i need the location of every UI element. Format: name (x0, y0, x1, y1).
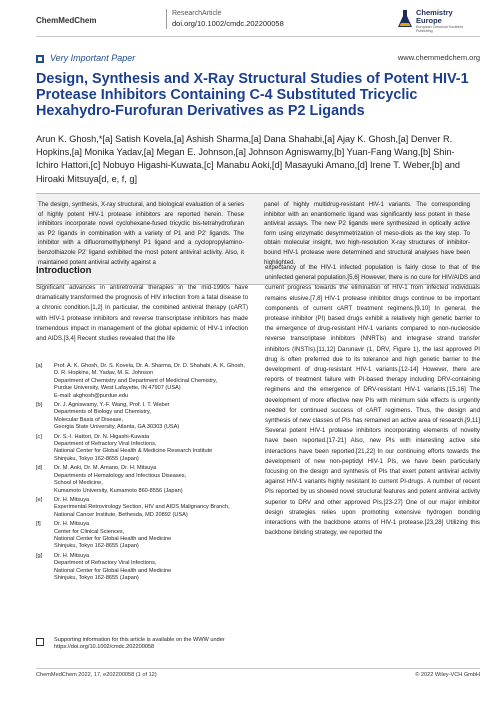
affiliation-text: Dr. M. Aoki, Dr. M. Amano, Dr. H. Mitsuya Departments of Hematology and Infectious Diseases, School of Medicine, Kumamoto University, Kumamoto 860-8556 (Japan) (54, 465, 187, 494)
affiliation-item (36, 521, 248, 551)
affiliation-key: [f] (36, 521, 41, 528)
footer-citation: ChemMedChem 2022, 17, e202200058 (1 of 12) (36, 672, 157, 678)
footer-copyright: © 2022 Wiley-VCH GmbH (415, 672, 480, 678)
vip-badge-icon (36, 55, 44, 63)
affiliation-key: [b] (36, 402, 43, 409)
affiliation-key: [a] (36, 363, 43, 369)
header-separator (166, 9, 167, 29)
author-list: Arun K. Ghosh,*[a] Satish Kovela,[a] Ashish Sharma,[a] Dana Shahabi,[a] Ajay K. Ghosh,[a] Denver R. Hopkins,[a] Monika Yadav,[a] Megan E. Johnson,[a] Johnson Agniswamy,[b] Yuan-Fang Wang,[b] Shin-Ichiro Hattori,[c] Nobuyo Higashi-Kuwata,[c] Manabu Aoki,[d] Masayuki Amano,[d] Irene T. Weber,[b] and Hiroaki Mitsuya[d, e, f, g] (36, 134, 461, 184)
logo-tagline: European Chemical Societies Publishing (416, 25, 464, 33)
affiliation-key: [e] (36, 496, 43, 503)
affiliation-item (36, 402, 248, 432)
affiliation-item (36, 465, 248, 495)
footer-rule (36, 668, 480, 669)
logo-line2: Europe (416, 16, 442, 25)
affiliation-key: [d] (36, 465, 43, 472)
affiliation-text: Dr. H. Mitsuya Department of Refractory Viral Infections, National Center for Global Health and Medicine Shinjuku, Tokyo 162-8655 (Japan) (54, 552, 172, 581)
flask-icon (398, 10, 412, 28)
affiliation-text: Dr. H. Mitsuya Experimental Retrovirology Section, HIV and AIDS Malignancy Branch, National Cancer Institute, Bethesda, MD 20892 (USA) (54, 496, 230, 518)
supporting-info-text[interactable]: Supporting information for this article is available on the WWW under https://doi.org/10.1002/cmdc.202200058 (54, 637, 225, 651)
affiliation-item (36, 497, 248, 519)
journal-name: ChemMedChem (36, 16, 97, 25)
affiliation-text: Dr. J. Agniswamy, Y.-F. Wang, Prof. I. T. Weber Departments of Biology and Chemistry, Molecular Basis of Disease, Georgia State University, Atlanta, GA 30303 (USA) (54, 402, 180, 431)
abstract-right: panel of highly multidrug-resistant HIV-1 variants. The corresponding inhibitor with an enantiomeric ligand was significantly less potent in these antiviral assays. The new P2 ligands were synthesized in optically active form using enzymatic desymmetrization of meso-diols as the key step. To obtain molecular insight, two high-resolution X-ray structures of inhibitor-bound HIV-1 protease were determined and structural analyses have been highlighted. (264, 201, 470, 266)
supporting-info (36, 637, 248, 652)
affiliation-key: [g] (36, 552, 43, 559)
doi-link[interactable]: doi.org/10.1002/cmdc.202200058 (172, 19, 284, 28)
affiliation-item (36, 363, 248, 400)
affiliation-key: [c] (36, 433, 42, 440)
affiliation-item (36, 434, 248, 464)
intro-left-text: Significant advances in antiretroviral therapies in the mid-1990s have dramatically transformed the prognosis of HIV infection from a fatal disease to a chronic condition.[1,2] In particular, the combined antiviral therapy (cART) with HIV-1 protease inhibitors and reverse transcriptase inhibitors has made tremendous impact in management of the global epidemic of HIV-1 infection and AIDS.[3,4] Recent studies revealed that the life (36, 284, 248, 343)
logo-line1: Chemistry (416, 8, 453, 17)
section-heading: Introduction (36, 265, 92, 276)
vip-label: Very Important Paper (50, 53, 136, 63)
affiliation-text: Prof. A. K. Ghosh, Dr. S. Kovela, Dr. A. Sharma, Dr. D. Shahabi, A. K. Ghosh, D. R. Hopkins, M. Yadav, M. E. Johnson Department of Chemistry and Department of Medicinal Chemistry, Purdue University, West Lafayette, IN 47907 (USA) E-mail: akghosh@purdue.edu (54, 363, 245, 399)
affiliation-text: Dr. S.-I. Hattori, Dr. N. Higashi-Kuwata Department of Refractory Viral Infections, National Center for Global Health & Medicine Research Institute Shinjuku, Tokyo 162-8655 (Japan) (54, 433, 213, 462)
affiliation-item (36, 553, 248, 583)
journal-url[interactable]: www.chemmedchem.org (397, 53, 480, 62)
abstract-left: The design, synthesis, X-ray structural, and biological evaluation of a series of highly potent HIV-1 protease inhibitors are reported herein. These inhibitors incorporate novel cyclohexane-fused tricyclic bis-tetrahydrofuran as P2 ligands in combination with a variety of P1 and P2' ligands. The inhibitor with a difluoromethylphenyl P1 ligand and a cyclopropylamino-benzothiazole P2' ligand exhibited the most potent antiviral activity. Also, it maintained potent antiviral activity against a (38, 201, 244, 266)
chemistry-europe-logo (398, 8, 480, 38)
affiliations (36, 363, 248, 584)
intro-right-text: expectancy of the HIV-1 infected population is fairly close to that of the uninfected general population.[5,6] However, there is no cure for HIV/AIDS and current progress towards the elimination of HIV-1 from infected individuals remains elusive.[7,8] HIV-1 protease inhibitor drugs continue to be important components of current cART treatment regimens.[9,10] In general, the protease inhibitor (PI) based drugs exhibit a relatively high genetic barrier to the emergence of drug-resistant HIV-1 variants compared to non-nucleoside reverse transcriptase inhibitors (NNRTIs) and integrase strand transfer inhibitors (INSTIs).[11,12] Darunavir (1, DRV, Figure 1), the last approved PI drug is often preferred due to its tolerance and high genetic barrier to the development of drug-resistant HIV-1 variants.[12-14] However, there are reports of treatment failure with PI-based therapy including DRV-containing regimens and the emergence of DRV-resistant HIV-1 variants.[15,16] The development of more effective new PIs with minimum side effects is urgently needed for continued success of cART regimens. Thus, the design and synthesis of new classes of PIs has remained an active area of research.[9,11] Several potent HIV-1 protease inhibitors incorporating elements of novelty have been reported.[17-21] Also, new PIs with interesting active site interactions have been reported.[21,22] In our continuing efforts towards the development of new non-peptidyl HIV-1 PIs, we have been particularly focusing on the design and synthesis of PIs that exert potent antiviral activity against HIV-1 variants highly resistant to current PI-drugs. A number of recent PIs reported by us showed novel structural features and potent antiviral activity superior to DRV and other approved PIs.[23-27] One of our major inhibitor design strategies relies upon promoting extensive hydrogen bonding interactions with the backbone atoms of HIV-1 protease.[23,28] Utilizing this backbone binding strategy, we reported the (265, 264, 480, 537)
article-type: ResearchArticle (172, 10, 222, 17)
checkbox-icon (36, 638, 44, 646)
article-title: Design, Synthesis and X-Ray Structural Studies of Potent HIV-1 Protease Inhibitors Containing C-4 Substituted Tricyclic Hexahydro-Furofuran Derivatives as P2 Ligands (36, 71, 469, 120)
header-rule (36, 36, 480, 37)
affiliation-text: Dr. H. Mitsuya Center for Clinical Sciences, National Center for Global Health and Medicine Shinjuku, Tokyo 162-8655 (Japan) (54, 521, 172, 550)
